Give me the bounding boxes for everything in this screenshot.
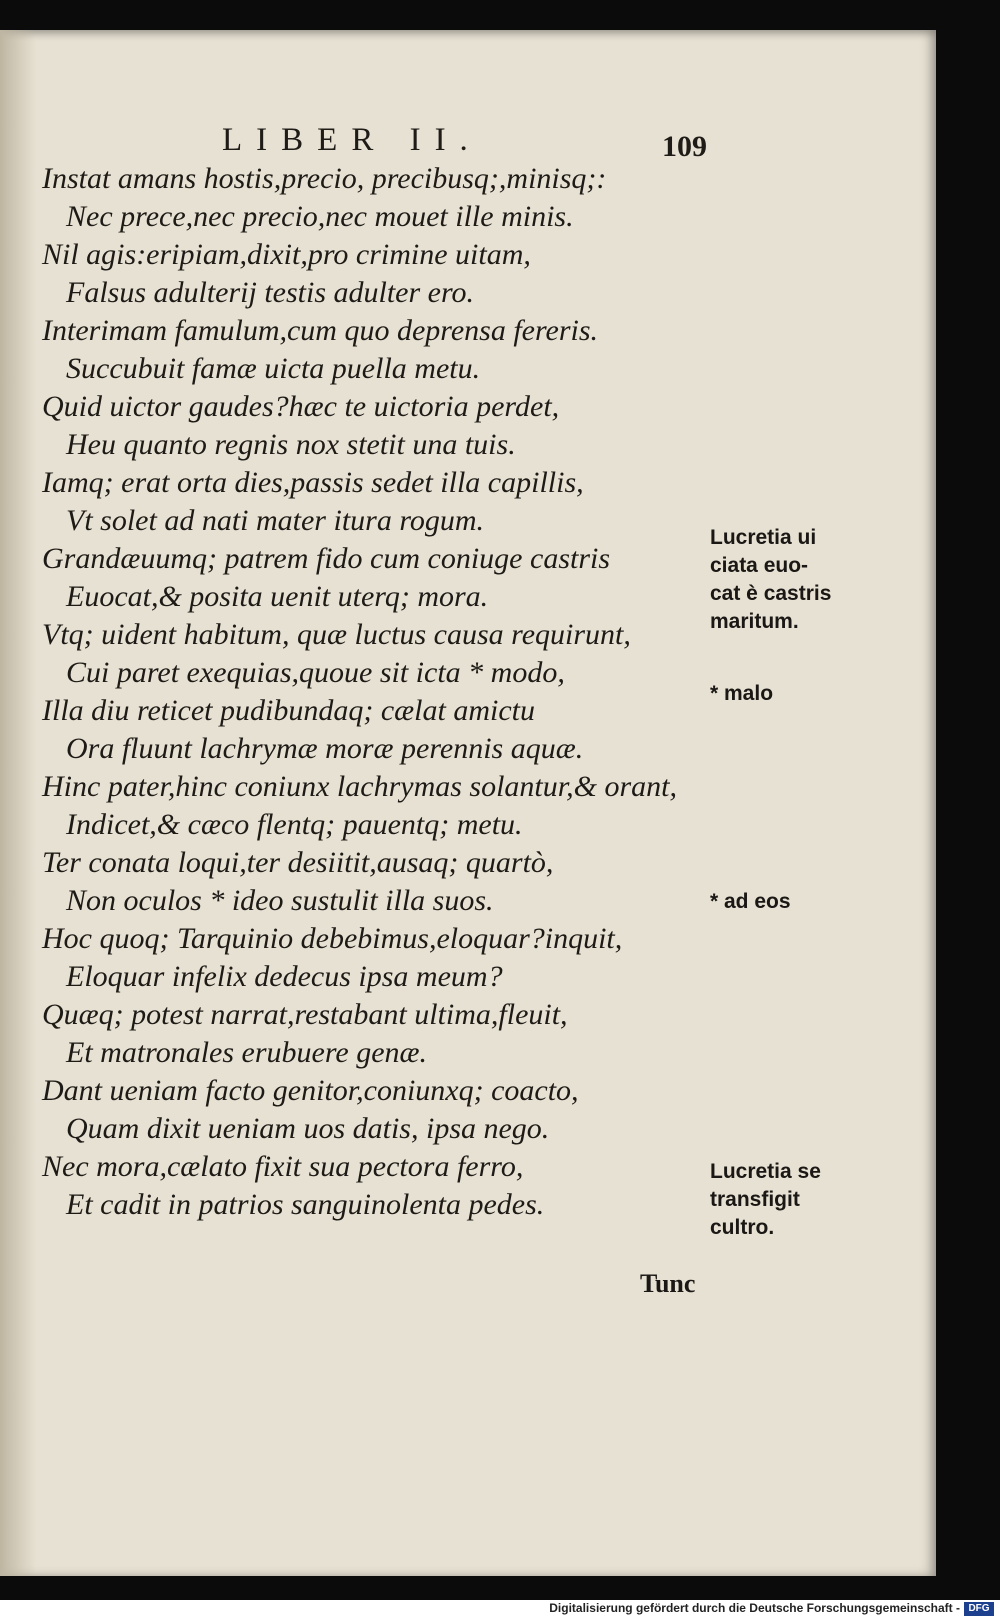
verse-line: Quam dixit ueniam uos datis, ipsa nego. [66,1112,550,1145]
verse-line: Ora fluunt lachrymæ moræ perennis aquæ. [66,732,584,765]
verse-line: Dant ueniam facto genitor,coniunxq; coacto, [42,1074,579,1107]
verse-line: Iamq; erat orta dies,passis sedet illa capillis, [42,466,584,499]
verse-line: Indicet,& cæco flentq; pauentq; metu. [66,808,523,841]
digitization-credit: Digitalisierung gefördert durch die Deutsche Forschungsgemeinschaft - [549,1601,960,1615]
verse-line: Nec prece,nec precio,nec mouet ille minis. [66,200,574,233]
catchword: Tunc [640,1269,696,1298]
marginal-note: Lucretia ui ciata euo- cat è castris maritum. [710,526,832,633]
page-gutter-shadow [0,30,36,1576]
verse-line: Quid uictor gaudes?hæc te uictoria perdet, [42,390,560,423]
marginal-note: * malo [710,682,774,705]
dfg-logo: DFG [964,1602,994,1616]
verse-line: Non oculos * ideo sustulit illa suos. [66,884,494,917]
verse-line: Nil agis:eripiam,dixit,pro crimine uitam, [42,238,531,271]
marginal-note: Lucretia se transfigit cultro. [710,1160,821,1239]
verse-line: Cui paret exequias,quoue sit icta * modo, [66,656,565,689]
verse-line: Illa diu reticet pudibundaq; cælat amictu [42,694,535,727]
verse-line: Vt solet ad nati mater itura rogum. [66,504,485,537]
marginal-note: * ad eos [710,890,791,913]
verse-line: Hinc pater,hinc coniunx lachrymas solantur,& orant, [42,770,677,803]
verse-line: Instat amans hostis,precio, precibusq;,minisq;: [42,162,607,195]
verse-line: Vtq; uident habitum, quæ luctus causa requirunt, [42,618,631,651]
verse-line: Et matronales erubuere genæ. [66,1036,428,1069]
verse-line: Interimam famulum,cum quo deprensa fereris. [42,314,599,347]
verse-line: Grandæuumq; patrem fido cum coniuge castris [42,542,611,575]
verse-line: Falsus adulterij testis adulter ero. [66,276,475,309]
running-title: LIBER II. [222,122,482,158]
verse-line: Heu quanto regnis nox stetit una tuis. [66,428,516,461]
page-number: 109 [662,130,707,163]
verse-line: Et cadit in patrios sanguinolenta pedes. [66,1188,545,1221]
verse-line: Hoc quoq; Tarquinio debebimus,eloquar?inquit, [42,922,623,955]
verse-line: Quæq; potest narrat,restabant ultima,fleuit, [42,998,568,1031]
verse-line: Succubuit famæ uicta puella metu. [66,352,481,385]
book-page [0,30,936,1576]
verse-line: Eloquar infelix dedecus ipsa meum? [66,960,503,993]
verse-line: Ter conata loqui,ter desiitit,ausaq; quartò, [42,846,554,879]
verse-line: Euocat,& posita uenit uterq; mora. [66,580,489,613]
verse-line: Nec mora,cælato fixit sua pectora ferro, [42,1150,524,1183]
